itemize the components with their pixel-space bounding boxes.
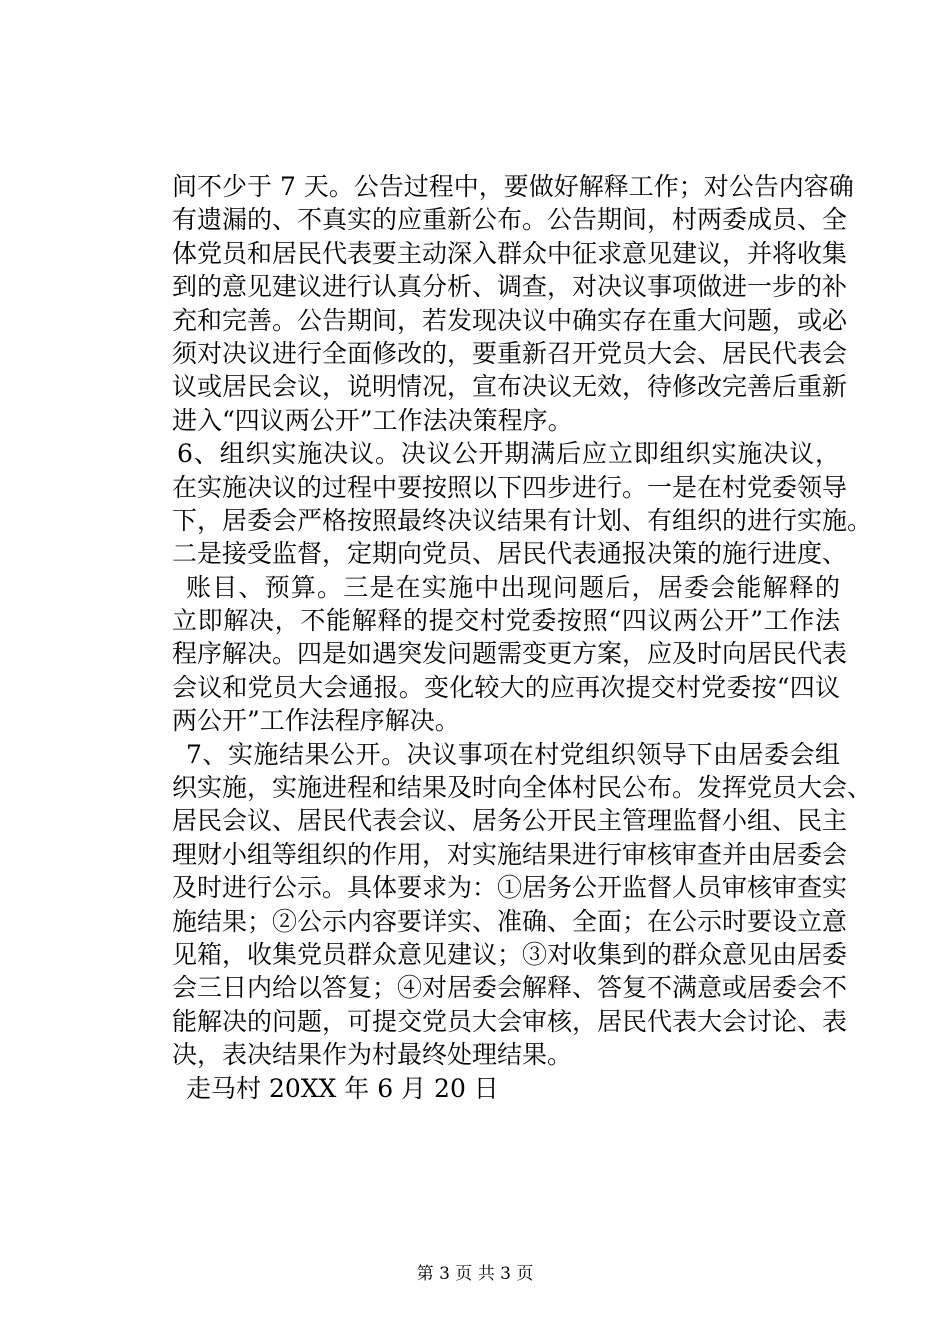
- text-line: 立即解决，不能解释的提交村党委按照“四议两公开”工作法: [172, 606, 840, 636]
- text-line: 两公开”工作法程序解决。: [172, 706, 460, 736]
- text-line: 7、实施结果公开。决议事项在村党组织领导下由居委会组: [186, 739, 840, 769]
- text-line: 会议和党员大会通报。变化较大的应再次提交村党委按“四议: [172, 672, 840, 702]
- text-line: 见箱，收集党员群众意见建议；③对收集到的群众意见由居委: [172, 939, 848, 969]
- text-line: 议或居民会议，说明情况，宣布决议无效，待修改完善后重新: [172, 372, 848, 402]
- text-line: 及时进行公示。具体要求为：①居务公开监督人员审核审查实: [172, 873, 848, 903]
- text-line: 进入“四议两公开”工作法决策程序。: [172, 405, 573, 435]
- text-line: 织实施，实施进程和结果及时向全体村民公布。发挥党员大会、: [172, 773, 873, 803]
- text-line: 居民会议、居民代表会议、居务公开民主管理监督小组、民主: [172, 806, 848, 836]
- text-line: 能解决的问题，可提交党员大会审核，居民代表大会讨论、表: [172, 1006, 848, 1036]
- text-line: 会三日内给以答复；④对居委会解释、答复不满意或居委会不: [172, 973, 848, 1003]
- text-line: 施结果；②公示内容要详实、准确、全面；在公示时要设立意: [172, 906, 848, 936]
- text-line: 理财小组等组织的作用，对实施结果进行审核审查并由居委会: [172, 839, 848, 869]
- text-line: 体党员和居民代表要主动深入群众中征求意见建议，并将收集: [172, 238, 848, 268]
- text-line: 程序解决。四是如遇突发问题需变更方案，应及时向居民代表: [172, 639, 848, 669]
- document-body: [172, 170, 873, 1105]
- text-line: 充和完善。公告期间，若发现决议中确实存在重大问题，或必: [172, 305, 848, 335]
- text-line: 账目、预算。三是在实施中出现问题后，居委会能解释的: [186, 572, 840, 602]
- text-line: 到的意见建议进行认真分析、调查，对决议事项做进一步的补: [172, 272, 848, 302]
- text-line: 间不少于 7 天。公告过程中，要做好解释工作；对公告内容确: [172, 172, 854, 201]
- text-line: 二是接受监督，定期向党员、居民代表通报决策的施行进度、: [172, 539, 848, 569]
- text-line: 6、组织实施决议。决议公开期满后应立即组织实施决议，: [177, 439, 840, 469]
- signature-date: 走马村 20XX 年 6 月 20 日: [186, 1073, 499, 1103]
- text-line: 在实施决议的过程中要按照以下四步进行。一是在村党委领导: [172, 472, 848, 502]
- text-line: 决，表决结果作为村最终处理结果。: [172, 1040, 573, 1070]
- text-line: 下，居委会严格按照最终决议结果有计划、有组织的进行实施。: [172, 505, 873, 535]
- page-footer: 第 3 页 共 3 页: [416, 1264, 534, 1284]
- text-line: 须对决议进行全面修改的，要重新召开党员大会、居民代表会: [172, 338, 848, 368]
- text-line: 有遗漏的、不真实的应重新公布。公告期间，村两委成员、全: [172, 205, 848, 235]
